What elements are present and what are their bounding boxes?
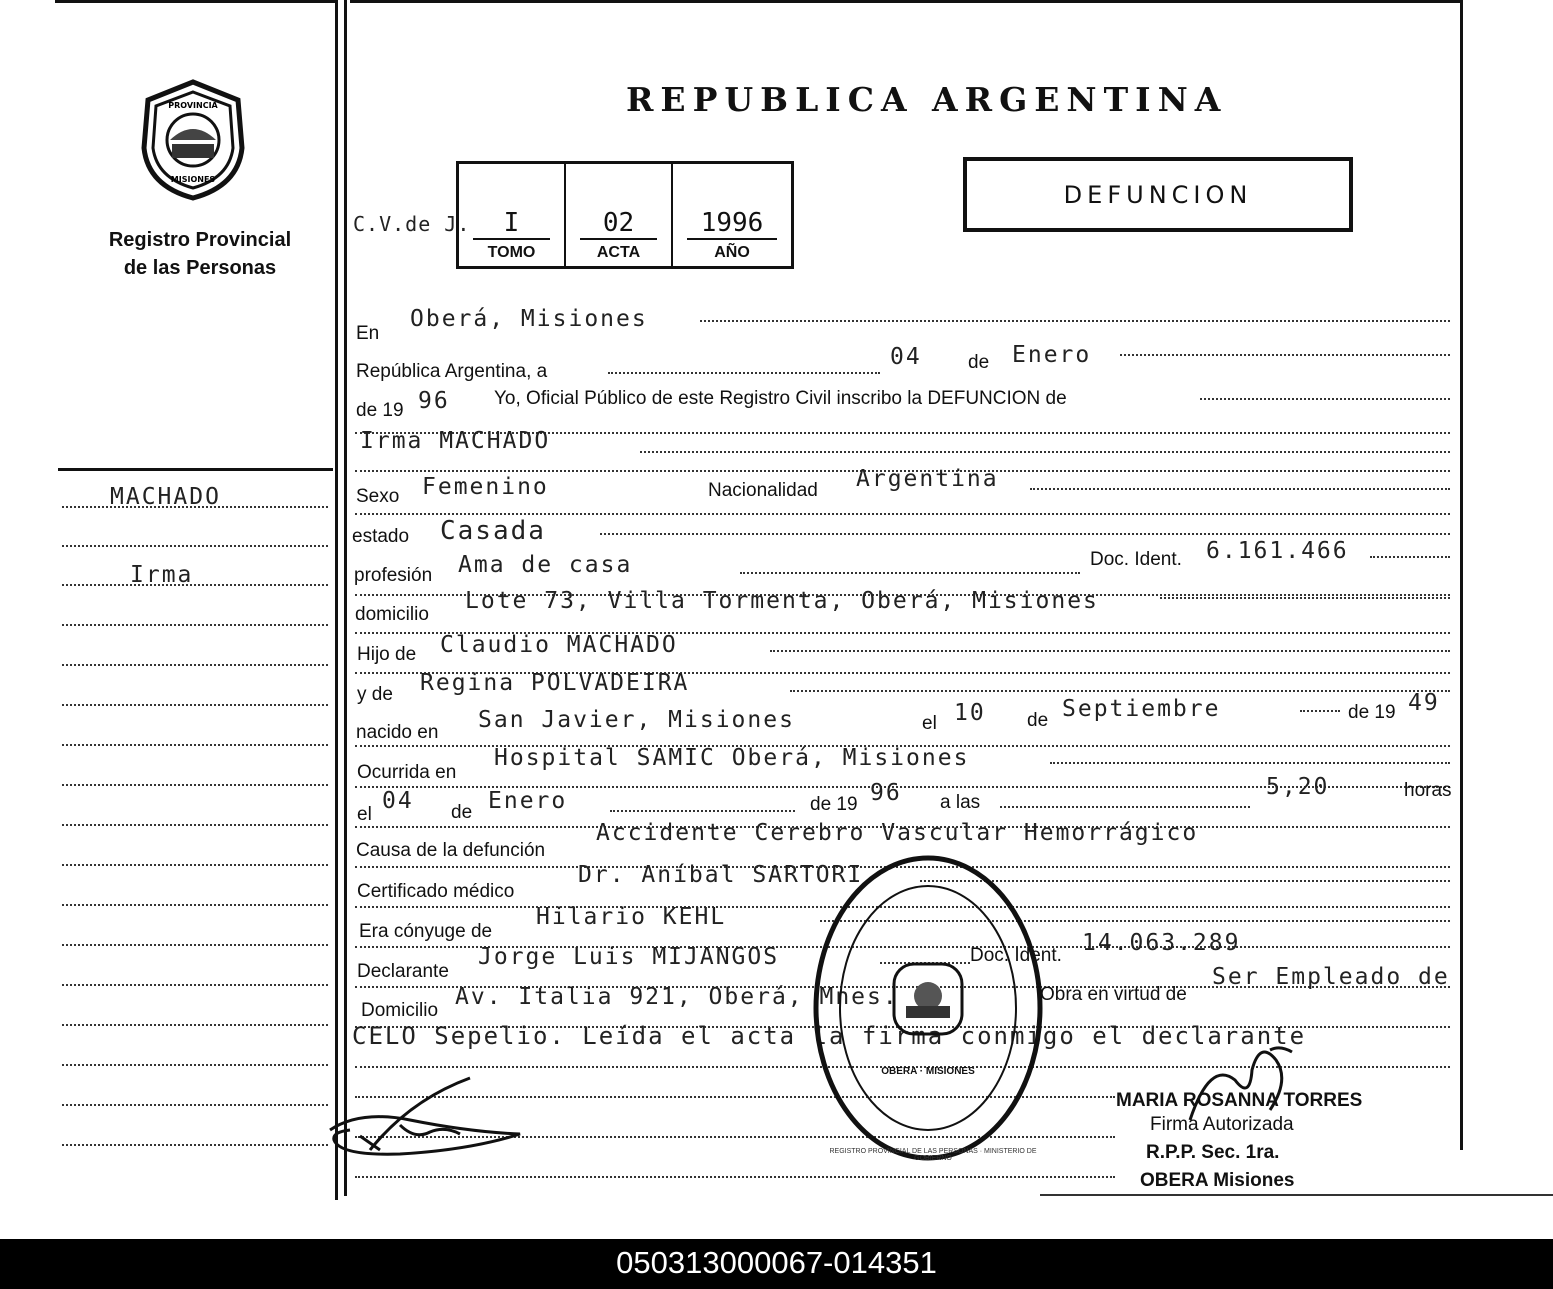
hijo-de-label: Hijo de [357,644,417,665]
ocurrida-label: Ocurrida en [357,762,457,783]
estado-label: estado [352,526,410,547]
closing-text: CELO Sepelio. Leída el acta la firma conmigo el declarante [352,1022,1307,1050]
a-las-label: a las [940,792,981,813]
ano-value: 1996 [700,208,764,238]
domicilio2-label: Domicilio [361,1000,439,1021]
obra-label: Obra en virtud de [1040,984,1187,1005]
birth-day: 10 [954,700,986,726]
registry-name [60,226,340,282]
el-year-prefix: de 19 [810,794,858,815]
document-type-box [963,157,1353,232]
obra-value: Ser Empleado de [1212,964,1450,990]
declarante-label: Declarante [357,961,449,982]
declarant-signature [320,1070,540,1180]
y-de-label: y de [357,684,393,705]
death-day: 04 [890,344,922,370]
declarante-doc-value: 14.063.289 [1082,930,1241,956]
date-label: República Argentina, a [356,361,548,382]
declarante-value: Jorge Luis MIJANGOS [478,944,780,970]
seal-inner-text: OBERA · MISIONES [881,1066,975,1077]
svg-text:PROVINCIA: PROVINCIA [168,101,218,110]
death-month: Enero [1012,342,1092,368]
sidebar-top-rule [58,468,333,471]
form-left-border [344,0,347,1196]
domicilio-value: Lote 73, Villa Tormenta, Oberá, Misiones [465,588,1099,614]
tomo-value: I [503,208,520,238]
official-place: OBERA Misiones [1140,1170,1295,1191]
deceased-name: Irma MACHADO [360,428,551,454]
official-role: Firma Autorizada [1150,1114,1294,1135]
paper-bottom-edge [1040,1194,1553,1196]
footer-bar [0,1239,1553,1289]
birth-month: Septiembre [1062,696,1221,722]
death-month-2: Enero [488,788,568,814]
birth-year: 49 [1408,690,1440,716]
document-type: DEFUNCION [1063,181,1253,209]
en-value: Oberá, Misiones [410,306,648,332]
nacido-de: de [1027,710,1049,731]
svg-text:MISIONES: MISIONES [170,175,216,184]
acta-value: 02 [602,208,635,238]
acta-label: ACTA [596,244,641,261]
certificado-label: Certificado médico [357,881,515,902]
ano-cell [673,164,791,266]
estado-value: Casada [440,516,546,546]
acta-cell [566,164,673,266]
en-label: En [356,323,380,344]
registration-table [456,161,794,269]
death-time: 5,20 [1266,774,1330,800]
top-left-border [55,0,335,3]
registry-line-2: de las Personas [123,257,277,279]
page-title: REPUBLICA ARGENTINA [626,80,1228,119]
registry-line-1: Registro Provincial [108,229,292,251]
domicilio-label: domicilio [355,604,429,625]
official-office: R.P.P. Sec. 1ra. [1146,1142,1280,1163]
el-de: de [451,802,473,823]
sidebar-surname: MACHADO [110,484,221,510]
certificado-value: Dr. Aníbal SARTORI [578,862,864,888]
year-prefix: de 19 [356,400,404,421]
nacionalidad-value: Argentina [856,466,999,492]
barcode-number: 050313000067-014351 [616,1245,937,1280]
seal-outer-text: REGISTRO PROVINCIAL DE LAS PERSONAS · MINISTERIO DE GOBIERNO [829,1148,1037,1162]
nacionalidad-label: Nacionalidad [708,480,818,501]
tomo-label: TOMO [487,244,536,261]
doc-label: Doc. Ident. [1090,549,1182,570]
causa-value: Accidente Cerebro Vascular Hemorrágico [596,820,1199,846]
official-seal [808,848,1048,1168]
birth-year-prefix: de 19 [1348,702,1396,723]
left-column-divider [335,0,338,1200]
profesion-value: Ama de casa [458,552,633,578]
nacido-place: San Javier, Misiones [478,707,795,733]
conyuge-value: Hilario KEHL [536,904,727,930]
death-day-2: 04 [382,788,414,814]
tomo-cell [459,164,566,266]
nacido-label: nacido en [356,722,439,743]
inscription-text: Yo, Oficial Público de este Registro Civil inscribo la DEFUNCION de [494,388,1067,409]
el-year: 96 [870,780,902,806]
hijo-de-value: Claudio MACHADO [440,632,678,658]
nacido-el: el [922,713,937,734]
domicilio2-value: Av. Italia 921, Oberá, Mnes. [455,984,899,1010]
horas-label: horas [1404,780,1452,801]
ano-label: AÑO [714,244,750,261]
official-name: MARIA ROSANNA TORRES [1116,1090,1363,1111]
date-de: de [968,352,990,373]
y-de-value: Regina POLVADEIRA [420,670,690,696]
declarante-doc-label: Doc. Ident. [970,945,1062,966]
office-code: C.V.de J. [353,212,471,236]
sexo-label: Sexo [356,486,400,507]
top-right-border [350,0,1460,3]
sidebar-given-name: Irma [130,562,194,588]
ocurrida-value: Hospital SAMIC Oberá, Misiones [494,745,970,771]
year-suffix: 96 [418,388,450,414]
sexo-value: Femenino [422,474,549,500]
conyuge-label: Era cónyuge de [359,921,493,942]
coat-of-arms-icon [138,78,248,202]
doc-value: 6.161.466 [1206,538,1349,564]
form-right-border [1460,0,1463,1150]
causa-label: Causa de la defunción [356,840,546,861]
profesion-label: profesión [354,565,433,586]
el-label: el [357,804,372,825]
